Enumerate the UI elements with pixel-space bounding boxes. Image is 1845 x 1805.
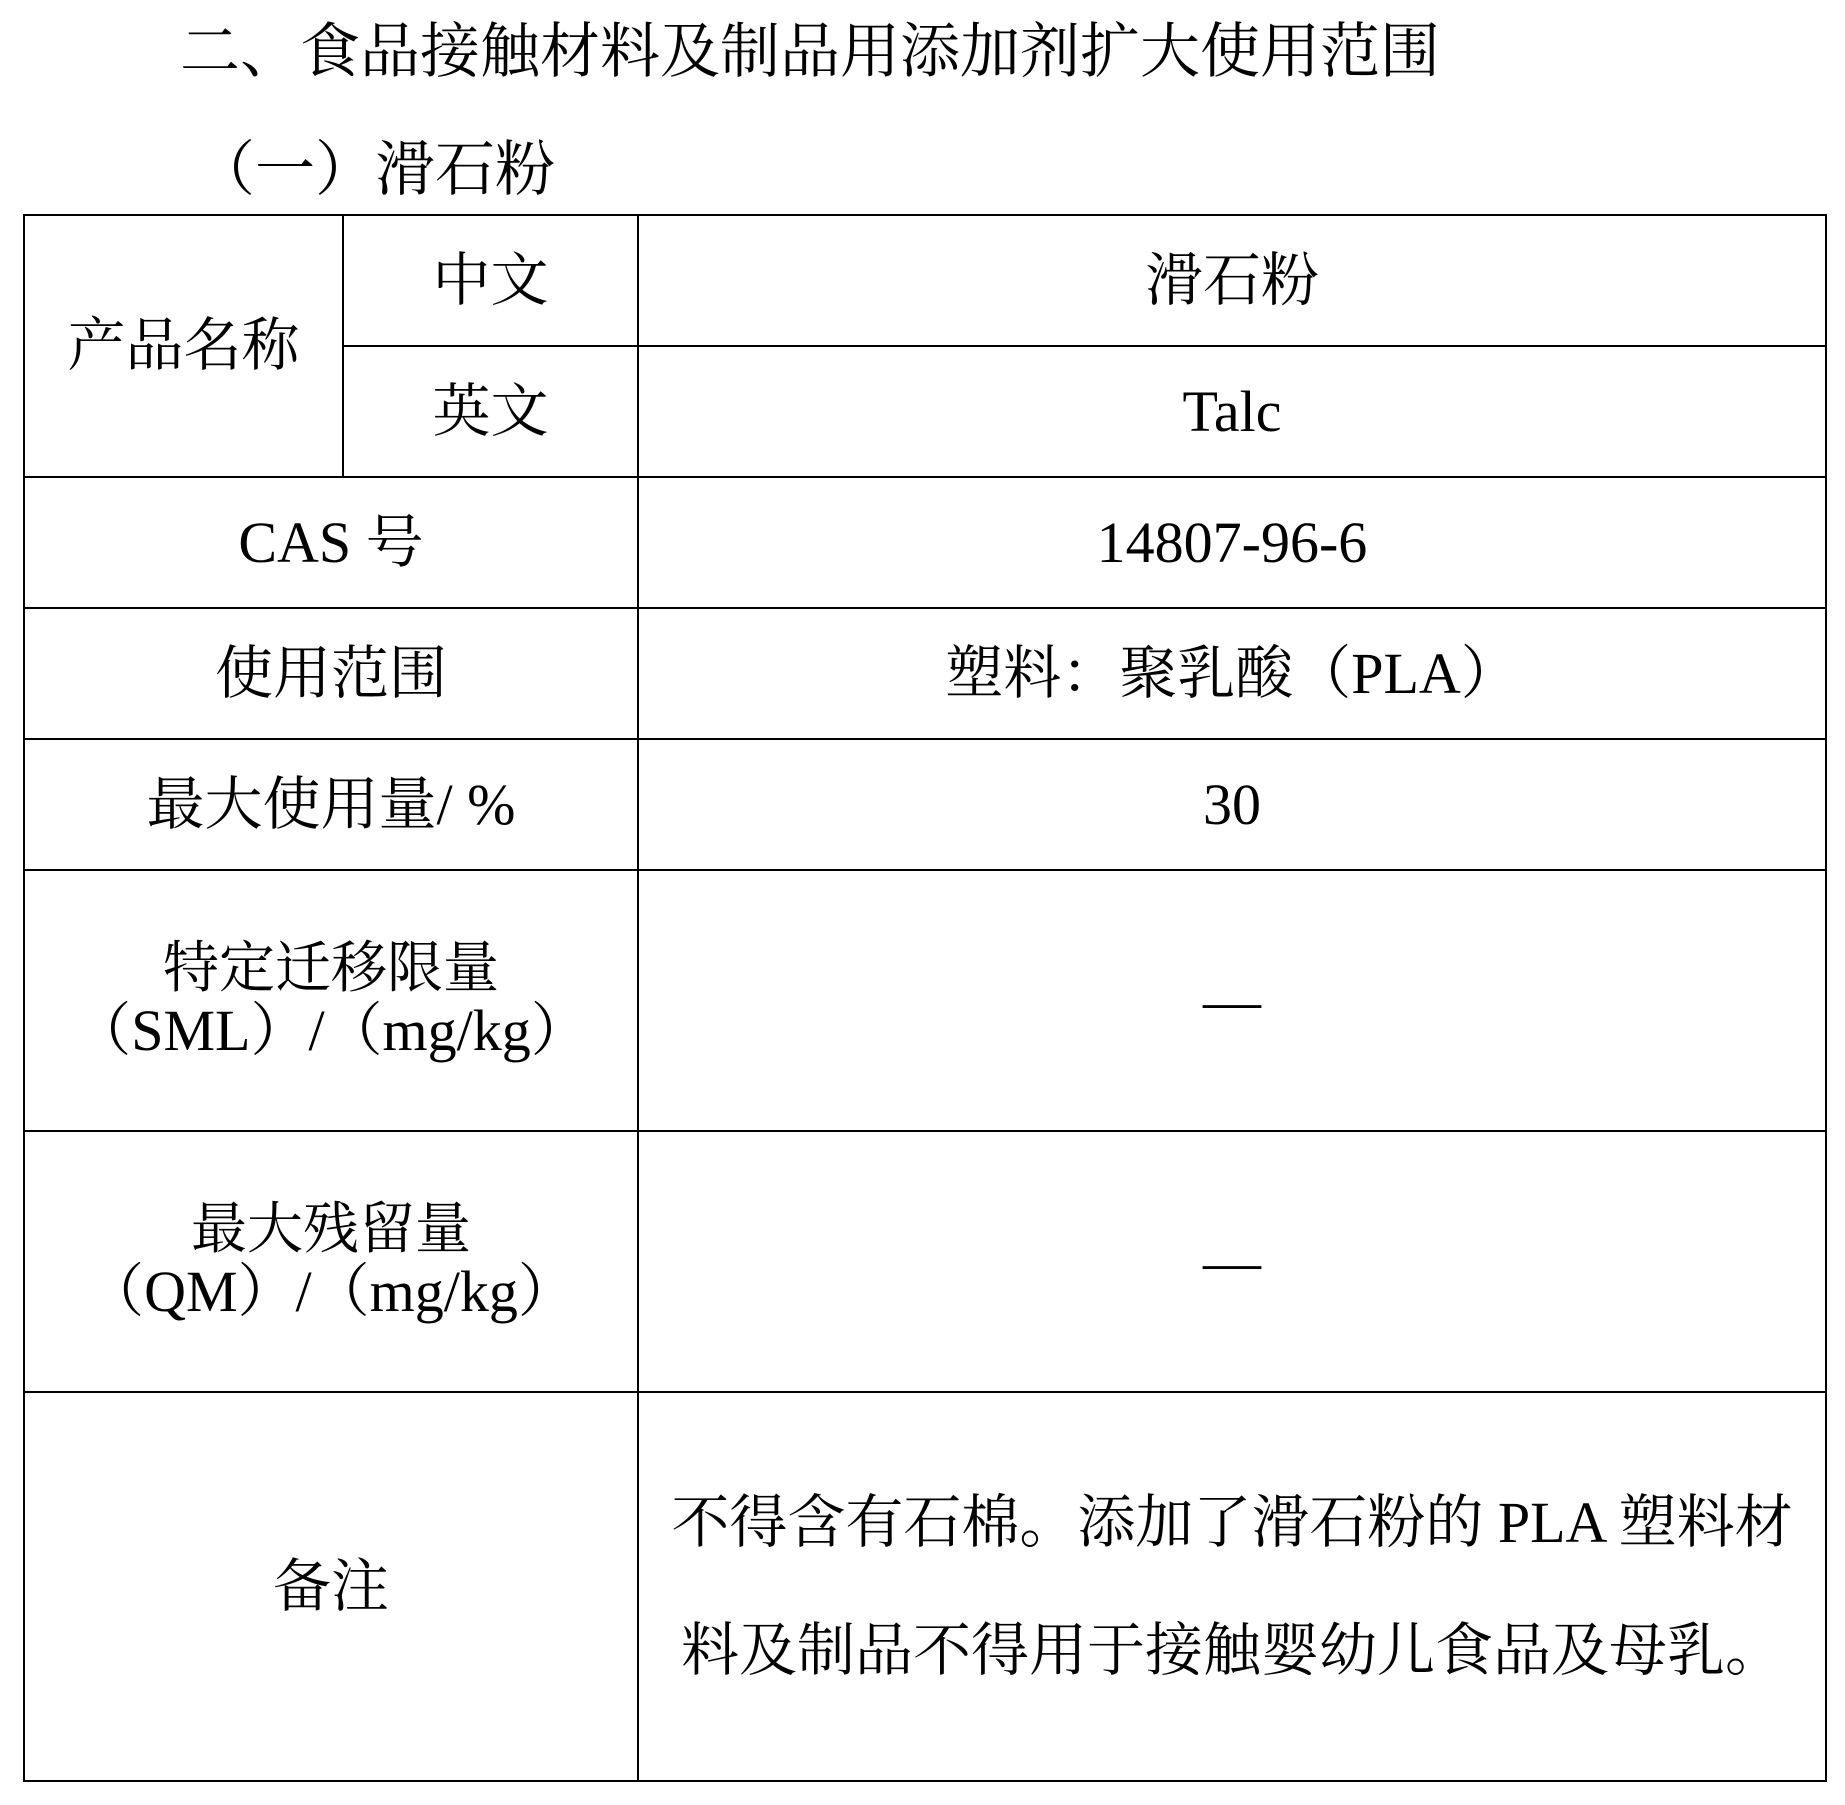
sml-label-line2: （SML）/（mg/kg） [73,998,589,1064]
cas-number-value: 14807-96-6 [638,477,1826,608]
qm-value: — [638,1131,1826,1392]
subsection-heading: （一）滑石粉 [195,135,555,205]
sml-label [24,870,638,1131]
section-heading: 二、食品接触材料及制品用添加剂扩大使用范围 [180,17,1440,87]
table-row [24,1392,1826,1781]
max-usage-label: 最大使用量/ % [24,739,638,870]
english-name-label: 英文 [343,346,638,477]
table-row [24,215,1826,346]
cas-number-label: CAS 号 [24,477,638,608]
usage-scope-label: 使用范围 [24,608,638,739]
remarks-value: 不得含有石棉。添加了滑石粉的 PLA 塑料材料及制品不得用于接触婴幼儿食品及母乳。 [638,1392,1826,1781]
sml-label-line1: 特定迁移限量 [163,935,499,1001]
product-name-label: 产品名称 [24,215,343,477]
qm-label-line1: 最大残留量 [191,1196,471,1262]
qm-label-line2: （QM）/（mg/kg） [86,1259,576,1325]
remarks-label: 备注 [24,1392,638,1781]
table-row [24,477,1826,608]
sml-value: — [638,870,1826,1131]
usage-scope-value: 塑料：聚乳酸（PLA） [638,608,1826,739]
table-row [24,870,1826,1131]
additive-spec-table [23,214,1827,1782]
table-row [24,608,1826,739]
chinese-name-value: 滑石粉 [638,215,1826,346]
max-usage-value: 30 [638,739,1826,870]
table-row [24,739,1826,870]
english-name-value: Talc [638,346,1826,477]
table-row [24,1131,1826,1392]
qm-label [24,1131,638,1392]
chinese-name-label: 中文 [343,215,638,346]
